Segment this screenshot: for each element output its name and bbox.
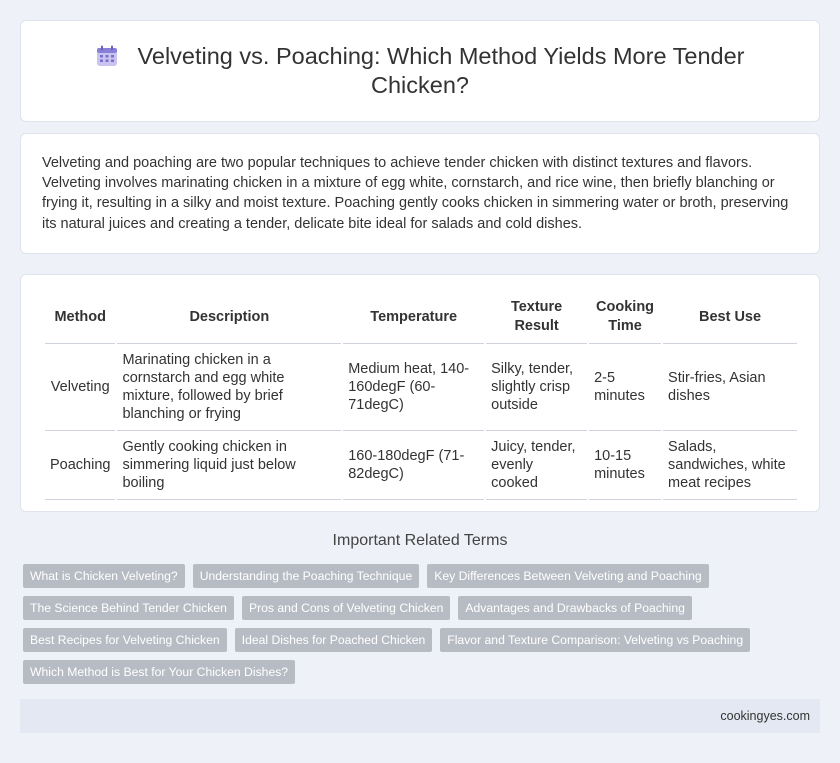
related-tag[interactable]: Flavor and Texture Comparison: Velveting vs Poaching — [440, 628, 750, 652]
table-row — [45, 431, 797, 500]
comparison-table — [43, 291, 799, 500]
related-tag[interactable]: Key Differences Between Velveting and Poaching — [427, 564, 708, 588]
footer-site-link[interactable]: cookingyes.com — [720, 709, 810, 723]
related-tag[interactable]: Best Recipes for Velveting Chicken — [23, 628, 227, 652]
cell-best-use: Salads, sandwiches, white meat recipes — [663, 431, 797, 500]
footer — [20, 699, 820, 733]
table-row — [45, 344, 797, 431]
cell-temperature: 160-180degF (71-82degC) — [343, 431, 484, 500]
cell-cooking-time: 10-15 minutes — [589, 431, 661, 500]
header-texture-result: Texture Result — [486, 291, 587, 344]
related-terms-title: Important Related Terms — [332, 532, 508, 549]
cell-best-use: Stir-fries, Asian dishes — [663, 344, 797, 431]
cell-temperature: Medium heat, 140-160degF (60-71degC) — [343, 344, 484, 431]
intro-paragraph: Velveting and poaching are two popular techniques to achieve tender chicken with distinct textures and flavors. Velveting involves marinating chicken in a mixture of egg white, cornstarch, and rice wine, then briefly blanching or frying it, resulting in a silky and moist texture. Poaching gently cooks chicken in simmering water or broth, preserving its natural juices and creating a tender, delicate bite ideal for salads and cold dishes. — [42, 155, 789, 232]
cell-description: Marinating chicken in a cornstarch and egg white mixture, followed by brief blanching or frying — [117, 344, 341, 431]
page-title-block — [70, 42, 770, 100]
related-tag[interactable]: Ideal Dishes for Poached Chicken — [235, 628, 433, 652]
header-description: Description — [117, 291, 341, 344]
table-header-row — [45, 291, 797, 344]
header-cooking-time: Cooking Time — [589, 291, 661, 344]
cell-description: Gently cooking chicken in simmering liquid just below boiling — [117, 431, 341, 500]
related-tag[interactable]: Which Method is Best for Your Chicken Dishes? — [23, 660, 295, 684]
header-temperature: Temperature — [343, 291, 484, 344]
related-tag[interactable]: What is Chicken Velveting? — [23, 564, 185, 588]
header-card — [20, 20, 820, 122]
intro-card — [20, 133, 820, 254]
comparison-table-card — [20, 274, 820, 512]
cell-texture: Silky, tender, slightly crisp outside — [486, 344, 587, 431]
related-tag[interactable]: Pros and Cons of Velveting Chicken — [242, 596, 450, 620]
related-terms-tags — [23, 564, 813, 684]
cell-texture: Juicy, tender, evenly cooked — [486, 431, 587, 500]
cell-cooking-time: 2-5 minutes — [589, 344, 661, 431]
page-title: Velveting vs. Poaching: Which Method Yields More Tender Chicken? — [137, 43, 745, 98]
calendar-icon — [96, 45, 118, 67]
cell-method: Poaching — [45, 431, 115, 500]
header-method: Method — [45, 291, 115, 344]
cell-method: Velveting — [45, 344, 115, 431]
header-best-use: Best Use — [663, 291, 797, 344]
related-tag[interactable]: The Science Behind Tender Chicken — [23, 596, 234, 620]
related-tag[interactable]: Understanding the Poaching Technique — [193, 564, 420, 588]
related-tag[interactable]: Advantages and Drawbacks of Poaching — [458, 596, 692, 620]
